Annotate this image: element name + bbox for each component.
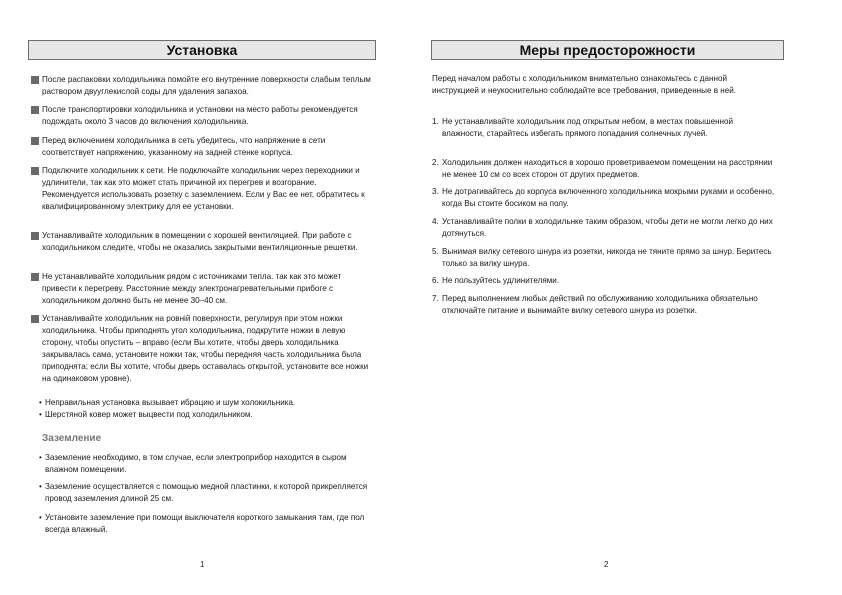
list-item: • Заземление осуществляется с помощью медной пластинки, к которой прикрепляется провод заземления длиной 25 см.	[39, 482, 368, 503]
square-bullet-icon	[31, 232, 39, 240]
square-bullet-icon	[31, 315, 39, 323]
numbered-item: 3. Не дотрагивайтесь до корпуса включенного холодильника мокрыми руками и особенно, когда Вы стоите босиком на полу.	[432, 187, 775, 208]
numbered-item: 4. Устанавливайте полки в холодильнке таким образом, чтобы дети не могли легко до них дотянуться.	[432, 217, 773, 238]
numbered-item: 6. Не пользуйтесь удлинителями.	[432, 276, 560, 285]
list-item: После транспортировки холодильника и установки на место работы рекомендуется подождать около 3 часов до включения холодильника.	[31, 104, 376, 128]
page-right	[421, 0, 842, 595]
section-title-precautions: Меры предосторожности	[431, 40, 784, 60]
item-number: 7.	[432, 294, 439, 303]
list-item: Перед включением холодильника в сеть убедитесь, что напряжение в сети соответствует напряжению, указанному на задней стенке корпуса.	[31, 135, 376, 159]
page-number: 2	[604, 560, 609, 569]
numbered-item: 7. Перед выполнением любых действий по обслуживанию холодильника обязательно отключайте питание и вынимайте вилку сетевого шнура из розетки.	[432, 294, 758, 315]
numbered-item: 5. Вынимая вилку сетевого шнура из розетки, никогда не тяните прямо за шнур. Беритесь только за вилку шнура.	[432, 247, 772, 268]
list-item: • Неправильная установка вызывает ибрацию и шум холокильника.	[39, 398, 296, 407]
numbered-item: 2. Холодильник должен находиться в хорошо проветриваемом помещении на расстрянии не менее 10 см со всех сторон от других предметов.	[432, 158, 773, 179]
square-bullet-icon	[31, 273, 39, 281]
list-item: После распаковки холодильника помойте его внутренние поверхности слабым теплым раствором двууглекислой соды для удаления запахоа.	[31, 74, 376, 98]
list-item: Подключите холодильник к сети. Не подключайте холодильник через переходники и удлинители, так как это может стать причиной их перегрев и возгорание. Рекомендуется использовать розетку с заземлением. Если у Вас ее нет, обратитесь к квалифицированному электрику для ее установки.	[31, 165, 376, 213]
dot-bullet-icon: •	[39, 513, 42, 522]
item-number: 3.	[432, 187, 439, 196]
page-number: 1	[200, 560, 205, 569]
square-bullet-icon	[31, 137, 39, 145]
numbered-item: 1. Не устанавливайте холодильник под открытым небом, в местах повышенной влажности, старайтесь избегать прямого попадания солнечных лучей.	[432, 117, 734, 138]
dot-bullet-icon: •	[39, 410, 42, 419]
square-bullet-icon	[31, 76, 39, 84]
list-item: Не устанавливайте холодильник рядом с источниками тепла. так как это может привести к перегреву. Расстояние между электронагревательными прибоге с холодильником должно быть не менее 30–40 см.	[31, 271, 376, 307]
square-bullet-icon	[31, 106, 39, 114]
list-item: Устанавливайте холодильник на ровній поверхности, регулируя при этом ножки холодильника. Чтобы приподнять угол холодильника, подкрутите ножки в левую сторону, чтобы опустить – вправо (если Вы хотите, чтобы дверь холодильника закрывалась сама, установите ножки так, чтобы передняя часть холодильника была приподнята; если Вы хотите, чтобы дверь оставалась открытой, установите все ножки на одинаковом уровне).	[31, 313, 376, 385]
subsection-title-grounding: Заземление	[42, 433, 102, 444]
square-bullet-icon	[31, 167, 39, 175]
list-item: Устанавливайте холодильник в помещении с хорошей вентиляцией. При работе с холодильником следите, чтобы не оказались закрытыми вентиляционные решетки.	[31, 230, 376, 254]
list-item: • Заземление необходимо, в том случае, если электроприбор находится в сыром влажном помещении.	[39, 453, 347, 474]
item-number: 6.	[432, 276, 439, 285]
item-number: 2.	[432, 158, 439, 167]
section-title-installation: Установка	[28, 40, 376, 60]
list-item: • Шерстяной ковер может выцвести под холодильником.	[39, 410, 253, 419]
item-number: 4.	[432, 217, 439, 226]
dot-bullet-icon: •	[39, 398, 42, 407]
dot-bullet-icon: •	[39, 453, 42, 462]
item-number: 1.	[432, 117, 439, 126]
list-item: • Установите заземление при помощи выключателя короткого замыкания там, где пол всегда влажный.	[39, 513, 365, 534]
item-number: 5.	[432, 247, 439, 256]
intro-paragraph: Перед началом работы с холодильником внимательно ознакомьтесь с данной инструкцией и неукоснительно соблюдайте все требования, приведенные в ней.	[432, 74, 736, 95]
dot-bullet-icon: •	[39, 482, 42, 491]
